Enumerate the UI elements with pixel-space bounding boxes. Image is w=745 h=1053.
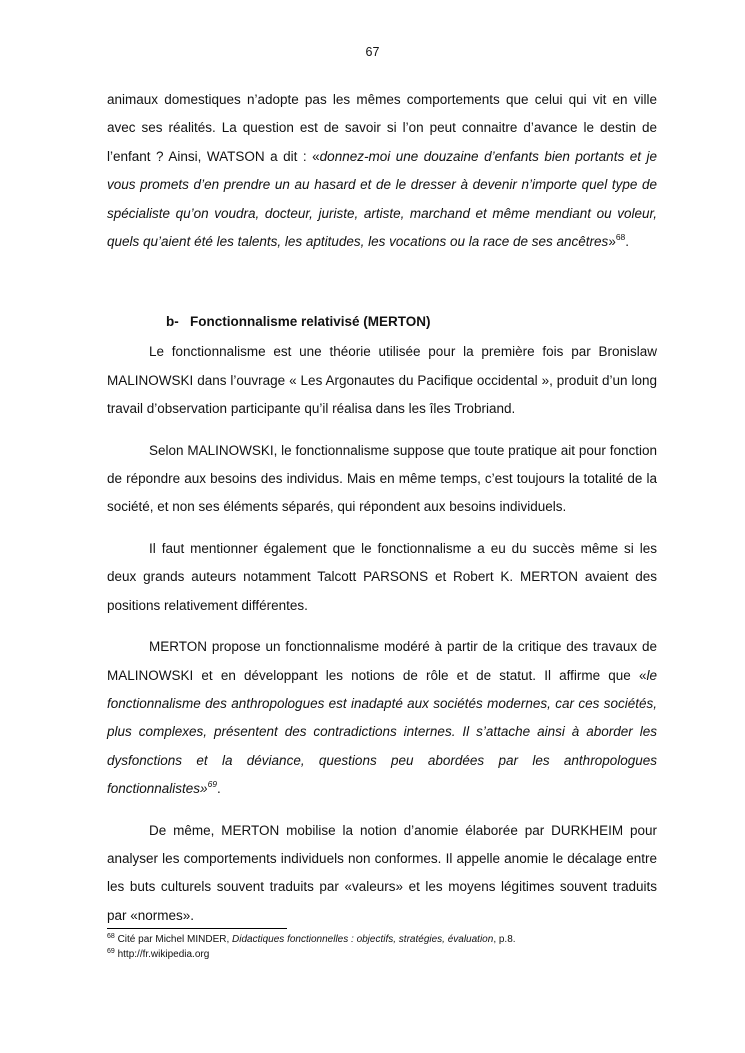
section-heading-b	[107, 310, 657, 334]
paragraph-text: MERTON propose un fonctionnalisme modéré à partir de la critique des travaux de MALINOWSKI et en développant les notions de rôle et de statut. Il affirme que «	[107, 639, 657, 683]
paragraph-text: animaux domestiques n’adopte pas les mêmes comportements que celui qui vit en ville avec ses réalités. La question est de savoir si l’on peut connaitre d’avance le destin de l’enfant ? Ainsi, WATSON a dit : «	[107, 92, 657, 164]
footnote-divider	[107, 928, 287, 929]
footnote-number: 69	[107, 948, 115, 955]
footnote-text: Cité par Michel MINDER,	[117, 934, 233, 945]
footnote-title: Didactiques fonctionnelles : objectifs, stratégies, évaluation	[232, 934, 494, 945]
footnote-69	[107, 947, 667, 962]
footnote-ref-68[interactable]: 68	[615, 232, 626, 243]
footnote-68	[107, 932, 667, 947]
sentence-end: .	[217, 781, 221, 797]
paragraph-anomie: De même, MERTON mobilise la notion d’anomie élaborée par DURKHEIM pour analyser les comportements individuels non conformes. Il appelle anomie le décalage entre les buts culturels souvent traduits par «valeurs» et les moyens légitimes souvent traduits par «normes».	[107, 822, 657, 923]
paragraph-malinowski-origin: Le fonctionnalisme est une théorie utilisée pour la première fois par Bronislaw MALINOWSKI dans l’ouvrage « Les Argonautes du Pacifique occidental », produit d’un long travail d’observation participante qu’il réalisa dans les îles Trobriand.	[107, 344, 657, 417]
paragraph-malinowski-needs: Selon MALINOWSKI, le fonctionnalisme suppose que toute pratique ait pour fonction de répondre aux besoins des individus. Mais en même temps, c’est toujours la totalité de la société, et non ses éléments séparés, qui répondent aux besoins individuels.	[107, 442, 657, 515]
page-number: 67	[365, 45, 380, 59]
watson-quote: donnez-moi une douzaine d’enfants bien portants et je vous promets d’en prendre un au hasard et de le dresser à devenir n’importe quel type de spécialiste qu’on voudra, docteur, juriste, artiste, marchand et même mendiant ou voleur, quels qu’aient été les talents, les aptitudes, les vocations ou la race de ses ancêtres	[107, 148, 657, 250]
sentence-end: .	[625, 234, 630, 250]
footnotes	[107, 928, 667, 962]
section-title: Fonctionnalisme relativisé (MERTON)	[190, 314, 431, 330]
paragraph-merton-critique	[107, 633, 657, 803]
footnote-ref-69[interactable]: 69	[207, 779, 218, 790]
paragraph-watson-quote	[107, 86, 657, 256]
footnote-number: 68	[107, 933, 115, 940]
main-text	[107, 86, 657, 930]
section-letter: b-	[166, 314, 179, 330]
paragraph-parsons-merton: Il faut mentionner également que le fonctionnalisme a eu du succès même si les deux grands auteurs notamment Talcott PARSONS et Robert K. MERTON avaient des positions relativement différentes.	[107, 540, 657, 613]
merton-quote: le fonctionnalisme des anthropologues est inadapté aux sociétés modernes, car ces sociétés, plus complexes, présentent des contradictions internes. Il s’attache ainsi à aborder les dysfonctions et la déviance, questions peu abordées par les anthropologues fonctionnalistes»	[107, 667, 657, 797]
footnote-link[interactable]: http://fr.wikipedia.org	[117, 949, 210, 960]
quote-close: »	[608, 234, 616, 250]
footnote-suffix: , p.8.	[493, 934, 516, 945]
